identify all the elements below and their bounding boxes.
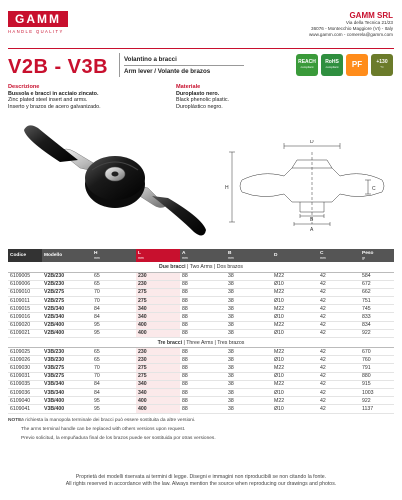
- footer-line-it: Proprietà dei modelli riservata ai termini di legge. Disegni e immagini non riproducibili se non citando la fonte.: [75, 474, 327, 480]
- cell-d: Ø10: [272, 297, 318, 305]
- cell-c: 42: [318, 380, 360, 388]
- cell-model: V3B/275: [42, 364, 92, 372]
- cell-c: 42: [318, 280, 360, 288]
- cell-c: 42: [318, 329, 360, 337]
- cell-code: 6109041: [8, 405, 42, 413]
- cell-code: 6109040: [8, 397, 42, 405]
- dim-label-d: D: [310, 140, 314, 145]
- table-row: [8, 313, 394, 321]
- product-code: V2B - V3B: [8, 56, 109, 78]
- description-label: Descrizione: [8, 84, 40, 90]
- cell-model: V3B/230: [42, 356, 92, 364]
- product-title: [124, 55, 244, 76]
- cell-model: V2B/400: [42, 321, 92, 329]
- group-header: Tre bracci | Three Arms | Tres brazos: [8, 338, 394, 348]
- cell-a: 88: [180, 364, 226, 372]
- description-line: Bussola e bracci in acciaio zincato.: [8, 90, 99, 97]
- cell-weight: 751: [360, 297, 394, 305]
- material-line: Duroplasto nero.: [176, 90, 220, 97]
- cell-h: 95: [92, 405, 136, 413]
- cell-a: 88: [180, 356, 226, 364]
- cell-a: 88: [180, 388, 226, 396]
- cell-h: 65: [92, 356, 136, 364]
- notes-block: [8, 416, 394, 443]
- cell-c: 42: [318, 321, 360, 329]
- cell-l: 400: [136, 405, 180, 413]
- cell-l: 400: [136, 321, 180, 329]
- table-row: [8, 364, 394, 372]
- cell-b: 38: [226, 388, 272, 396]
- title-rule: [124, 65, 244, 66]
- cell-c: 42: [318, 405, 360, 413]
- table-row: [8, 405, 394, 413]
- cell-b: 38: [226, 305, 272, 313]
- cell-c: 42: [318, 397, 360, 405]
- cell-model: V2B/340: [42, 313, 92, 321]
- cell-weight: 922: [360, 397, 394, 405]
- cell-code: 6109006: [8, 280, 42, 288]
- cell-weight: 672: [360, 280, 394, 288]
- dim-label-c: C: [372, 186, 376, 192]
- note-text-it: A richiesta la manopola terminale dei bracci può essere sostituita da altre versioni.: [21, 418, 196, 423]
- note-lead: NOTE:: [8, 418, 23, 423]
- cell-code: 6109016: [8, 313, 42, 321]
- table-row: [8, 356, 394, 364]
- cell-a: 88: [180, 313, 226, 321]
- cell-a: 88: [180, 348, 226, 356]
- cell-weight: 791: [360, 364, 394, 372]
- cell-code: 6109005: [8, 272, 42, 280]
- cell-a: 88: [180, 272, 226, 280]
- company-address-line: Via della Tecnica 21/23: [345, 20, 393, 25]
- cell-d: Ø10: [272, 388, 318, 396]
- dim-label-h: H: [225, 185, 229, 191]
- table-row: [8, 397, 394, 405]
- col-header-code: Codice: [8, 249, 42, 262]
- cell-model: V3B/400: [42, 397, 92, 405]
- cell-code: 6109025: [8, 348, 42, 356]
- cell-code: 6109021: [8, 329, 42, 337]
- cell-a: 88: [180, 280, 226, 288]
- cell-weight: 760: [360, 356, 394, 364]
- col-header-model: Modello: [42, 249, 92, 262]
- cell-model: V3B/340: [42, 380, 92, 388]
- cell-b: 38: [226, 380, 272, 388]
- cell-weight: 662: [360, 288, 394, 296]
- cell-h: 70: [92, 364, 136, 372]
- cell-d: M22: [272, 364, 318, 372]
- cell-d: Ø10: [272, 280, 318, 288]
- col-header-b: B mm: [226, 249, 272, 262]
- cell-l: 275: [136, 364, 180, 372]
- table-row: [8, 372, 394, 380]
- table-row: [8, 348, 394, 356]
- cell-b: 38: [226, 272, 272, 280]
- footer-line-en: All rights reserved in accordance with the law. Always mention the source when reproducing our drawings and photos.: [65, 481, 337, 487]
- cell-d: M22: [272, 288, 318, 296]
- table-row: [8, 305, 394, 313]
- cell-a: 88: [180, 329, 226, 337]
- cell-c: 42: [318, 288, 360, 296]
- cell-l: 340: [136, 380, 180, 388]
- cell-weight: 745: [360, 305, 394, 313]
- cell-weight: 1137: [360, 405, 394, 413]
- cell-weight: 880: [360, 372, 394, 380]
- cell-code: 6109031: [8, 372, 42, 380]
- cell-d: M22: [272, 272, 318, 280]
- cell-model: V3B/275: [42, 372, 92, 380]
- cell-h: 95: [92, 321, 136, 329]
- cell-code: 6109026: [8, 356, 42, 364]
- material-line: Duroplástico negro.: [176, 103, 223, 110]
- table-row: [8, 380, 394, 388]
- cell-d: Ø10: [272, 313, 318, 321]
- company-address-line: 36076 - Montecchio Maggiore (VI) - Italy: [311, 26, 393, 31]
- cell-model: V2B/275: [42, 297, 92, 305]
- cell-a: 88: [180, 405, 226, 413]
- cell-l: 275: [136, 288, 180, 296]
- cell-model: V3B/340: [42, 388, 92, 396]
- reach-badge: REACH compliant: [296, 54, 318, 76]
- title-english-spanish: Arm lever / Volante de brazos: [124, 67, 211, 75]
- cell-d: Ø10: [272, 356, 318, 364]
- col-header-c: C mm: [318, 249, 360, 262]
- cell-b: 38: [226, 280, 272, 288]
- cell-h: 70: [92, 288, 136, 296]
- cell-b: 38: [226, 364, 272, 372]
- cell-c: 42: [318, 297, 360, 305]
- cell-d: M22: [272, 305, 318, 313]
- cell-a: 88: [180, 288, 226, 296]
- cell-weight: 834: [360, 321, 394, 329]
- note-text-en: The arms terminal handle can be replaced with others versions upon request.: [21, 427, 186, 432]
- rohs-badge: RoHS compliant: [321, 54, 343, 76]
- cell-a: 88: [180, 372, 226, 380]
- cell-model: V2B/230: [42, 280, 92, 288]
- cell-h: 70: [92, 297, 136, 305]
- cell-c: 42: [318, 305, 360, 313]
- cell-a: 88: [180, 380, 226, 388]
- cell-l: 230: [136, 272, 180, 280]
- title-italian: Volantino a bracci: [124, 56, 177, 63]
- cell-model: V3B/230: [42, 348, 92, 356]
- cell-d: Ø10: [272, 329, 318, 337]
- cell-h: 95: [92, 397, 136, 405]
- cell-c: 42: [318, 356, 360, 364]
- group-header-row: [8, 262, 394, 272]
- product-photo: [20, 118, 210, 243]
- cell-b: 38: [226, 329, 272, 337]
- cell-h: 84: [92, 305, 136, 313]
- table-row: [8, 272, 394, 280]
- cell-a: 88: [180, 321, 226, 329]
- cell-code: 6109011: [8, 297, 42, 305]
- cell-h: 84: [92, 380, 136, 388]
- cell-model: V2B/230: [42, 272, 92, 280]
- note-text-es: Previo solicitud, la empuñadura final de los brazos puede ser sostituida por otras versiones.: [21, 436, 216, 441]
- company-web-link[interactable]: www.gamm.com - comerela@gamm.com: [308, 32, 393, 37]
- cell-l: 340: [136, 313, 180, 321]
- technical-drawing: [222, 140, 397, 232]
- cell-model: V2B/340: [42, 305, 92, 313]
- cell-a: 88: [180, 305, 226, 313]
- cell-model: V2B/400: [42, 329, 92, 337]
- cell-d: M22: [272, 397, 318, 405]
- col-header-h: H mm: [92, 249, 136, 262]
- cell-weight: 584: [360, 272, 394, 280]
- cell-l: 400: [136, 329, 180, 337]
- material-line: Black phenolic plastic.: [176, 97, 230, 104]
- cell-l: 230: [136, 348, 180, 356]
- cell-d: M22: [272, 321, 318, 329]
- cell-c: 42: [318, 364, 360, 372]
- company-info: [309, 11, 393, 38]
- cell-d: Ø10: [272, 372, 318, 380]
- cell-h: 95: [92, 329, 136, 337]
- cell-h: 65: [92, 280, 136, 288]
- cell-h: 65: [92, 272, 136, 280]
- dim-label-a: A: [310, 227, 314, 232]
- table-row: [8, 388, 394, 396]
- gamm-logo: GAMM: [8, 11, 68, 27]
- cell-c: 42: [318, 348, 360, 356]
- certification-badges: [296, 54, 393, 76]
- cell-d: M22: [272, 380, 318, 388]
- cell-h: 70: [92, 372, 136, 380]
- description-line: Zinc plated steel insert and arms.: [8, 97, 88, 104]
- cell-l: 230: [136, 356, 180, 364]
- cell-l: 275: [136, 297, 180, 305]
- cell-weight: 922: [360, 329, 394, 337]
- cell-d: M22: [272, 348, 318, 356]
- title-divider: [119, 53, 120, 77]
- cell-b: 38: [226, 372, 272, 380]
- cell-code: 6109036: [8, 388, 42, 396]
- table-row: [8, 297, 394, 305]
- table-header-row: [8, 249, 394, 262]
- cell-b: 38: [226, 348, 272, 356]
- cell-a: 88: [180, 297, 226, 305]
- cell-l: 400: [136, 397, 180, 405]
- pf-badge: PF: [346, 54, 368, 76]
- cell-code: 6109035: [8, 380, 42, 388]
- cell-l: 340: [136, 305, 180, 313]
- table-row: [8, 329, 394, 337]
- cell-c: 42: [318, 388, 360, 396]
- footer-disclaimer: [0, 474, 402, 488]
- group-header-row: [8, 338, 394, 348]
- cell-h: 84: [92, 313, 136, 321]
- header-divider: [8, 48, 394, 49]
- cell-l: 275: [136, 372, 180, 380]
- material-block: [176, 84, 296, 110]
- col-header-a: A mm: [180, 249, 226, 262]
- table-row: [8, 288, 394, 296]
- cell-b: 38: [226, 288, 272, 296]
- group-header: Due bracci | Two Arms | Dos brazos: [8, 262, 394, 272]
- cell-c: 42: [318, 272, 360, 280]
- cell-model: V3B/400: [42, 405, 92, 413]
- dim-label-b: B: [310, 217, 314, 223]
- cell-l: 340: [136, 388, 180, 396]
- cell-b: 38: [226, 313, 272, 321]
- cell-b: 38: [226, 397, 272, 405]
- cell-a: 88: [180, 397, 226, 405]
- description-block: [8, 84, 168, 110]
- note-line: [8, 416, 394, 425]
- cell-weight: 833: [360, 313, 394, 321]
- cell-code: 6109020: [8, 321, 42, 329]
- cell-model: V2B/275: [42, 288, 92, 296]
- cell-h: 84: [92, 388, 136, 396]
- table-row: [8, 280, 394, 288]
- cell-b: 38: [226, 356, 272, 364]
- cell-l: 230: [136, 280, 180, 288]
- dimensions-table: [8, 249, 394, 414]
- cell-weight: 915: [360, 380, 394, 388]
- table-row: [8, 321, 394, 329]
- col-header-weight: Peso gr: [360, 249, 394, 262]
- cell-h: 65: [92, 348, 136, 356]
- hub: [85, 156, 145, 208]
- cell-b: 38: [226, 297, 272, 305]
- cell-code: 6109010: [8, 288, 42, 296]
- company-name: GAMM SRL: [349, 11, 393, 20]
- cell-code: 6109030: [8, 364, 42, 372]
- col-header-d: D: [272, 249, 318, 262]
- cell-weight: 670: [360, 348, 394, 356]
- cell-weight: 1003: [360, 388, 394, 396]
- cell-d: Ø10: [272, 405, 318, 413]
- material-label: Materiale: [176, 84, 201, 90]
- cell-c: 42: [318, 372, 360, 380]
- logo-tagline: HANDLE QUALITY: [8, 29, 64, 34]
- cell-b: 38: [226, 405, 272, 413]
- col-header-l: L mm: [136, 249, 180, 262]
- cell-c: 42: [318, 313, 360, 321]
- cell-code: 6109015: [8, 305, 42, 313]
- description-line: Inserto y brazos de acero galvanizado.: [8, 103, 101, 110]
- cell-b: 38: [226, 321, 272, 329]
- temperature-badge: +130 °C: [371, 54, 393, 76]
